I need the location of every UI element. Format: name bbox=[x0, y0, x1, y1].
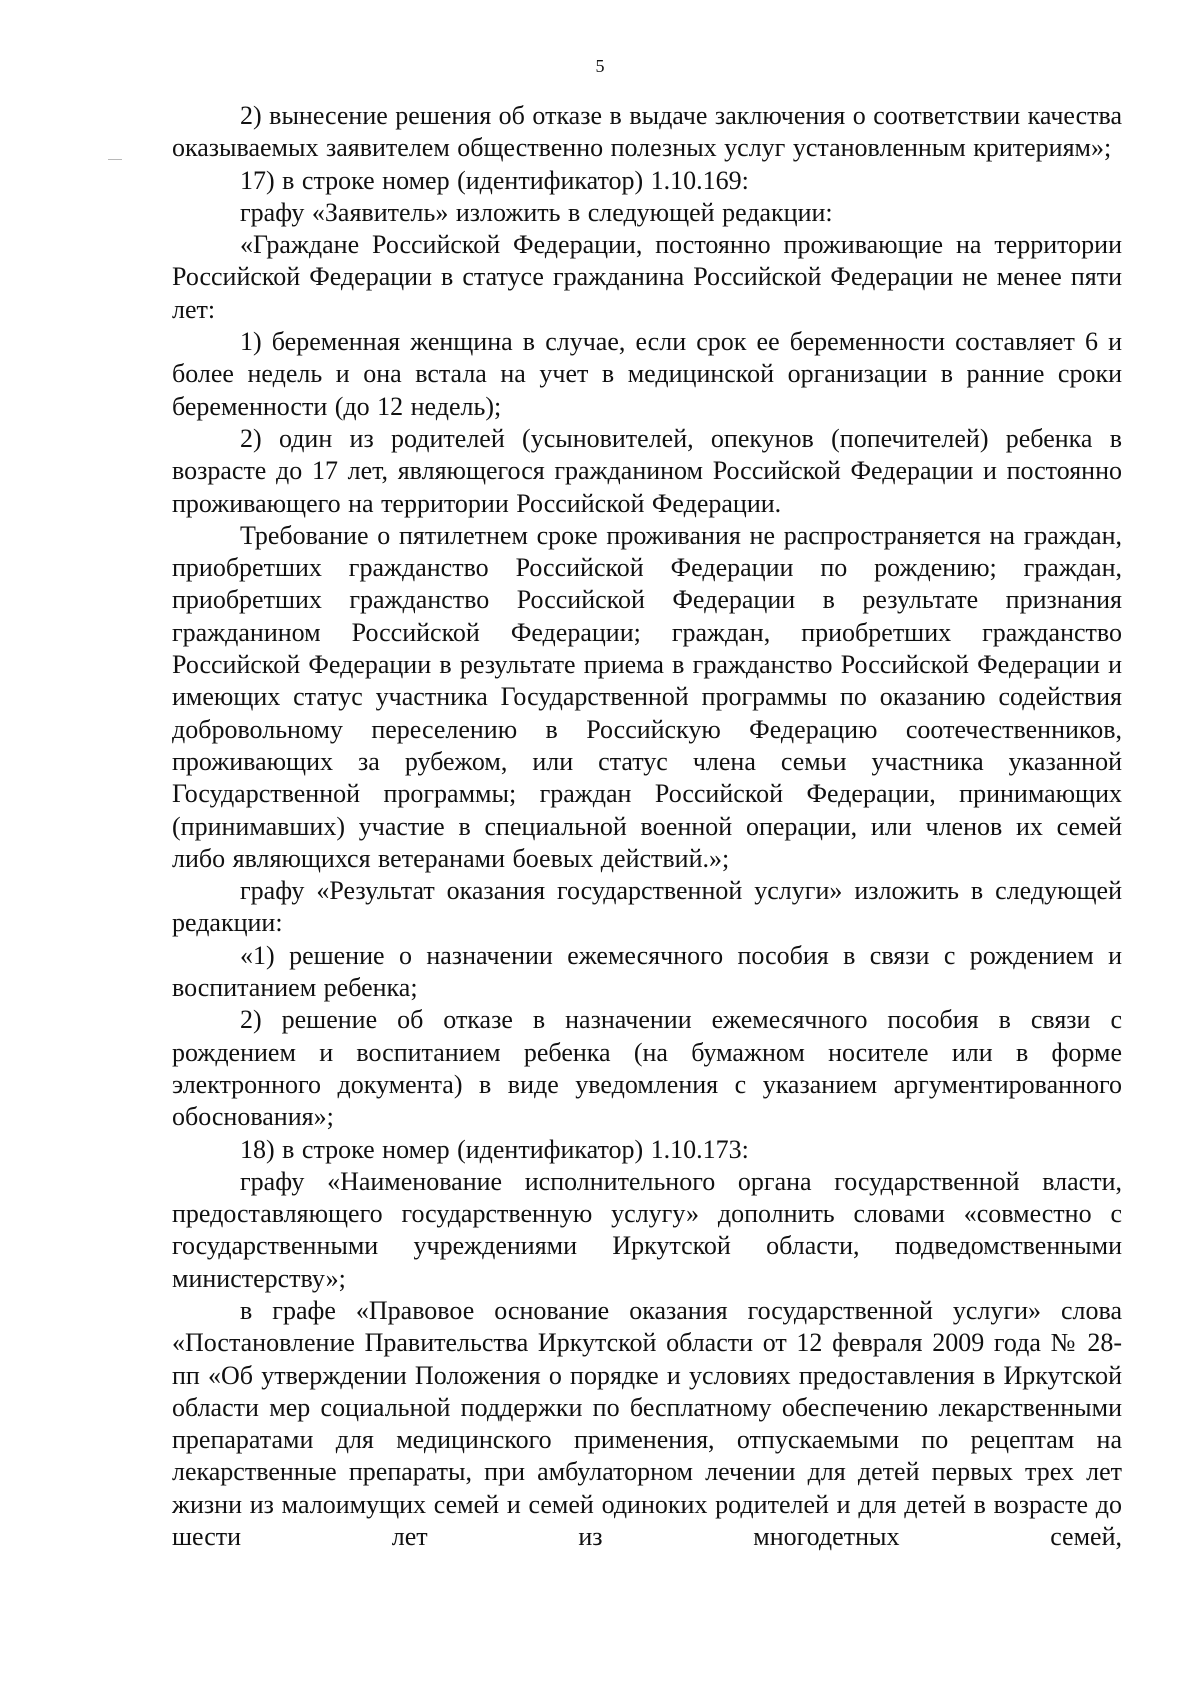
paragraph-2: 17) в строке номер (идентификатор) 1.10.169: bbox=[240, 165, 749, 195]
page-number: 5 bbox=[595, 56, 605, 76]
scan-margin-mark bbox=[108, 159, 122, 160]
paragraph-11: 18) в строке номер (идентификатор) 1.10.173: bbox=[240, 1134, 749, 1164]
paragraph-10: 2) решение об отказе в назначении ежемесячного пособия в связи с рождением и воспитанием ребенка (на бумажном носителе или в форме электронного документа) в виде уведомления с указанием аргументированного обоснования»; bbox=[172, 1005, 1122, 1132]
document-body bbox=[172, 100, 1122, 1553]
paragraph-1: 2) вынесение решения об отказе в выдаче заключения о соответствии качества оказываемых заявителем общественно полезных услуг установленным критериям»; bbox=[172, 101, 1122, 163]
paragraph-6: 2) один из родителей (усыновителей, опекунов (попечителей) ребенка в возрасте до 17 лет, являющегося гражданином Российской Федерации и постоянно проживающего на территории Российской Федерации. bbox=[172, 423, 1122, 518]
paragraph-9: «1) решение о назначении ежемесячного пособия в связи с рождением и воспитанием ребенка; bbox=[172, 940, 1122, 1003]
paragraph-4: «Граждане Российской Федерации, постоянно проживающие на территории Российской Федерации в статусе гражданина Российской Федерации не менее пяти лет: bbox=[172, 230, 1122, 324]
paragraph-12: графу «Наименование исполнительного органа государственной власти, предоставляющего государственную услугу» дополнить словами «совместно с государственными учреждениями Иркутской области, подведомственными министерству»; bbox=[172, 1166, 1122, 1293]
paragraph-8: графу «Результат оказания государственной услуги» изложить в следующей редакции: bbox=[172, 876, 1122, 938]
paragraph-13: в графе «Правовое основание оказания государственной услуги» слова «Постановление Правительства Иркутской области от 12 февраля 2009 года № 28-пп «Об утверждении Положения о порядке и условиях предоставления в Иркутской области мер социальной поддержки по бесплатному обеспечению лекарственными препаратами для медицинского применения, отпускаемыми по рецептам на лекарственные препараты, при амбулаторном лечении для детей первых трех лет жизни из малоимущих семей и семей одиноких родителей и для детей в возрасте до шести лет из многодетных семей, bbox=[172, 1295, 1122, 1552]
paragraph-3: графу «Заявитель» изложить в следующей редакции: bbox=[240, 197, 833, 227]
paragraph-7: Требование о пятилетнем сроке проживания не распространяется на граждан, приобретших гражданство Российской Федерации по рождению; граждан, приобретших гражданство Российской Федерации в результате признания гражданином Российской Федерации; граждан, приобретших гражданство Российской Федерации в результате приема в гражданство Российской Федерации и имеющих статус участника Государственной программы по оказанию содействия добровольному переселению в Российскую Федерацию соотечественников, проживающих за рубежом, или статус члена семьи участника указанной Государственной программы; граждан Российской Федерации, принимающих (принимавших) участие в специальной военной операции, или членов их семей либо являющихся ветеранами боевых действий.»; bbox=[172, 520, 1122, 873]
paragraph-5: 1) беременная женщина в случае, если срок ее беременности составляет 6 и более недель и она встала на учет в медицинской организации в ранние сроки беременности (до 12 недель); bbox=[172, 327, 1122, 421]
